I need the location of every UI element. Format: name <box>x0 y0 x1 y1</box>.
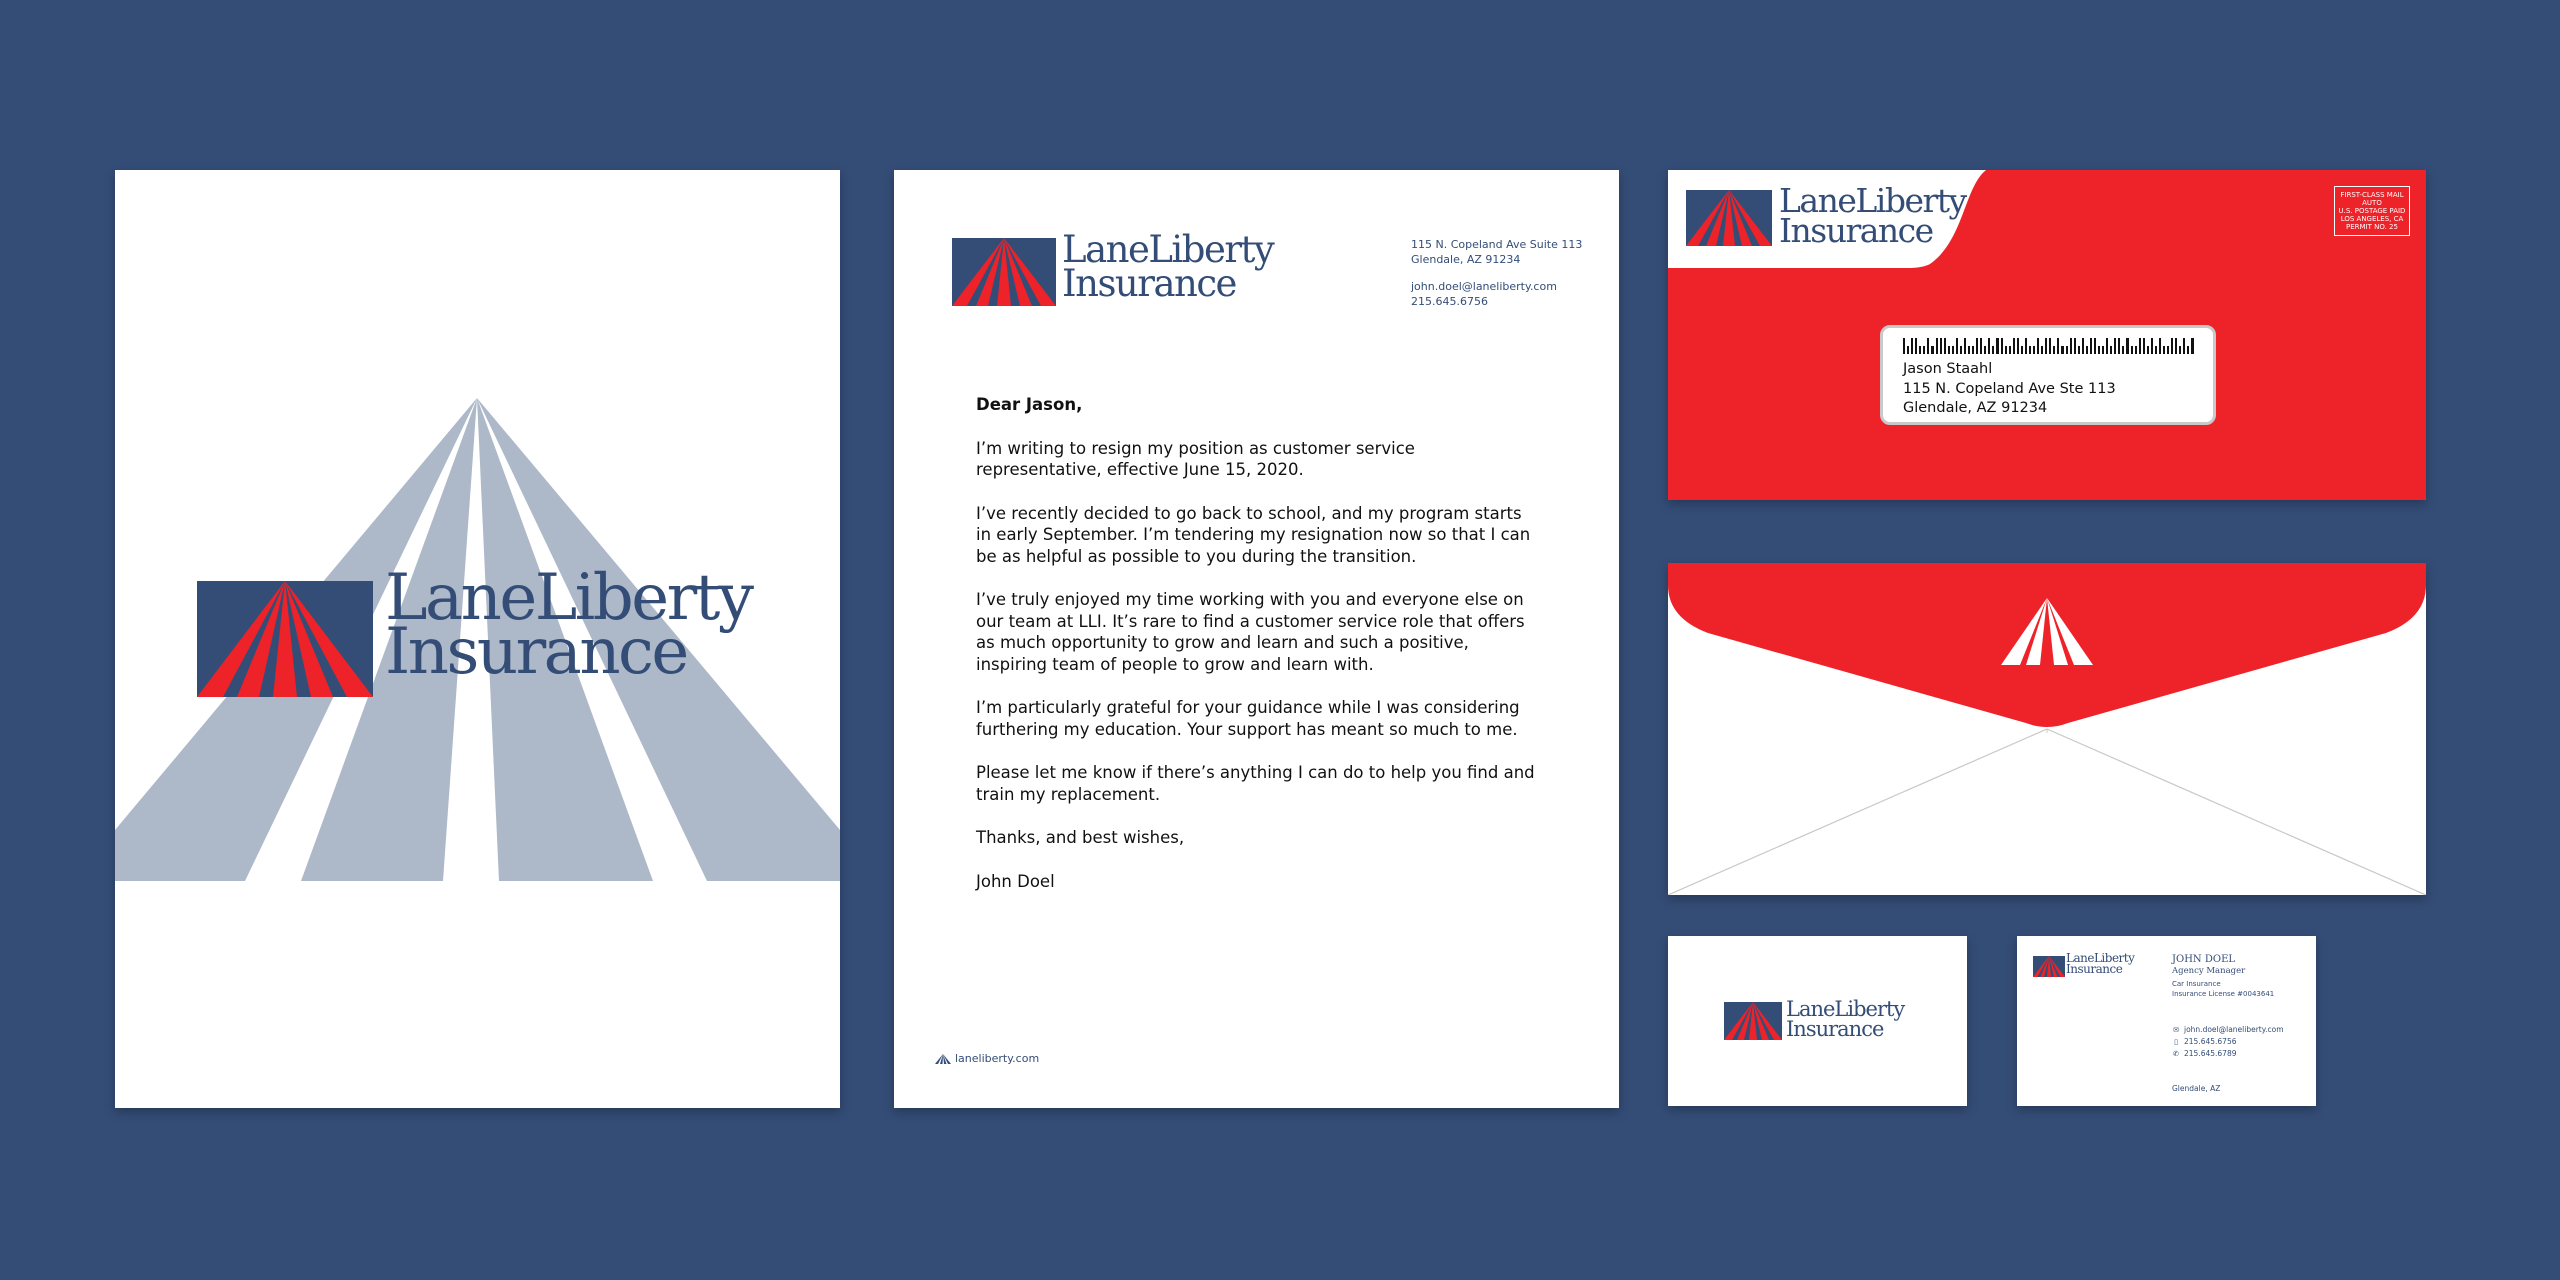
barcode-bar <box>1952 346 1954 354</box>
barcode-bar <box>2017 338 2019 354</box>
card-email: john.doel@laneliberty.com <box>2184 1025 2284 1034</box>
barcode-bar <box>1944 338 1946 354</box>
mobile-icon: ▯ <box>2174 1038 2178 1046</box>
cover-wordmark: LaneLiberty Insurance <box>385 561 752 689</box>
card-email-row <box>2172 1024 2284 1036</box>
barcode-bar <box>2049 338 2051 354</box>
barcode-bar <box>2057 338 2059 354</box>
barcode-bar <box>2167 346 2169 354</box>
barcode-bar <box>1988 338 1990 354</box>
footer-url: laneliberty.com <box>955 1052 1040 1065</box>
barcode-bar <box>2078 346 2080 354</box>
barcode-bar <box>2021 346 2023 354</box>
barcode-bar <box>2102 346 2104 354</box>
barcode-bar <box>2086 346 2088 354</box>
barcode-bar <box>2175 338 2177 354</box>
barcode-bar <box>2094 338 2096 354</box>
barcode-bar <box>2041 346 2043 354</box>
letter-closing: Thanks, and best wishes, <box>976 828 1185 847</box>
letter-body <box>976 394 1536 914</box>
barcode-bar <box>2163 346 2165 354</box>
barcode-bar <box>2191 338 2193 354</box>
barcode-bar <box>2179 346 2181 354</box>
barcode-bar <box>2114 338 2116 354</box>
barcode-bar <box>1903 338 1905 354</box>
barcode-bar <box>2183 338 2185 354</box>
business-card-front <box>1668 936 1967 1106</box>
envelope-flap <box>1668 563 2426 895</box>
barcode-bar <box>2013 338 2015 354</box>
barcode-bar <box>2001 338 2003 354</box>
card-wordmark: LaneLiberty Insurance <box>1786 997 1905 1041</box>
barcode-bar <box>1927 338 1929 354</box>
envelope-icon: ✉ <box>2173 1026 2179 1034</box>
barcode-bar <box>2151 338 2153 354</box>
barcode-bar <box>2155 346 2157 354</box>
letterhead-wordmark: LaneLiberty Insurance <box>1062 228 1274 305</box>
barcode-bar <box>2147 346 2149 354</box>
card-city: Glendale, AZ <box>2172 1084 2221 1093</box>
letter-paragraph: I’m writing to resign my position as customer service representative, effective June 15, 2020. <box>976 438 1415 479</box>
card-phone2-row <box>2172 1048 2284 1060</box>
barcode-bar <box>2037 338 2039 354</box>
barcode-bar <box>2053 346 2055 354</box>
barcode-bar <box>1907 346 1909 354</box>
barcode-bar <box>1911 338 1913 354</box>
barcode-bar <box>1964 338 1966 354</box>
letter-signature: John Doel <box>976 871 1055 891</box>
barcode-bar <box>1956 338 1958 354</box>
barcode-bar <box>1976 338 1978 354</box>
barcode-bar <box>2009 346 2011 354</box>
barcode-bar <box>1936 338 1938 354</box>
barcode-bar <box>2033 346 2035 354</box>
card-contacts <box>2172 1024 2284 1060</box>
barcode-bar <box>1980 338 1982 354</box>
barcode-bar <box>1972 346 1974 354</box>
barcode-bar <box>2143 338 2145 354</box>
barcode-bar <box>2135 346 2137 354</box>
letter-paragraph: I’ve truly enjoyed my time working with you and everyone else on our team at LLI. It’s rare to find a customer service role that offers as much opportunity to grow and learn and such a positive, inspiring team of people to grow and learn with. <box>976 590 1525 674</box>
business-card-back <box>2017 936 2316 1106</box>
barcode-bar <box>1992 346 1994 354</box>
barcode-bar <box>2066 346 2068 354</box>
barcode-bar <box>2122 346 2124 354</box>
barcode-bar <box>1960 346 1962 354</box>
barcode-bar <box>1996 338 1998 354</box>
barcode-bar <box>1915 338 1917 354</box>
recipient-name: Jason Staahl <box>1903 361 1993 377</box>
barcode-bar <box>2061 346 2063 354</box>
letter-paragraph: I’m particularly grateful for your guidance while I was considering furthering my education. Your support has meant so much to me. <box>976 698 1520 739</box>
letterhead-address-line2: Glendale, AZ 91234 <box>1411 252 1521 266</box>
letter-paragraph: I’ve recently decided to go back to school, and my program starts in early September. I’m tendering my resignation now so that I can be as helpful as possible to you during the transition. <box>976 503 1531 566</box>
brand-mark-icon <box>1686 190 1772 246</box>
card-line1: Car Insurance <box>2172 980 2221 988</box>
card-name: JOHN DOEL <box>2172 954 2236 965</box>
barcode-bar <box>2131 346 2133 354</box>
postage-indicia: FIRST-CLASS MAIL AUTO U.S. POSTAGE PAID LOS ANGELES, CA PERMIT NO. 25 <box>2334 186 2410 236</box>
card-line2: Insurance License #0043641 <box>2172 990 2275 998</box>
brand-mark-icon <box>2033 956 2065 977</box>
letterhead-address-line1: 115 N. Copeland Ave Suite 113 <box>1411 238 1583 251</box>
barcode-bar <box>2110 346 2112 354</box>
barcode-bar <box>2045 338 2047 354</box>
letter-salutation: Dear Jason, <box>976 395 1083 414</box>
barcode-bar <box>1984 346 1986 354</box>
barcode-bar <box>2025 338 2027 354</box>
barcode-bar <box>2029 346 2031 354</box>
barcode-bar <box>2098 346 2100 354</box>
address-window <box>1880 325 2216 425</box>
envelope-front <box>1668 170 2426 500</box>
barcode-bar <box>2082 338 2084 354</box>
letterhead-phone: 215.645.6756 <box>1411 294 1488 308</box>
barcode-bar <box>2187 346 2189 354</box>
barcode-bar <box>1919 346 1921 354</box>
card-person-info <box>2172 954 2274 999</box>
card-phone1-row <box>2172 1036 2284 1048</box>
barcode-bar <box>2139 338 2141 354</box>
card-phone1: 215.645.6756 <box>2184 1037 2237 1046</box>
cover-sheet <box>115 170 840 1108</box>
letterhead-contact <box>1411 238 1582 309</box>
letter-footer <box>935 1052 1039 1065</box>
envelope-wordmark: LaneLiberty Insurance <box>1779 181 1966 250</box>
barcode-bar <box>1923 346 1925 354</box>
brand-mark-icon <box>952 238 1056 306</box>
barcode-bar <box>2005 346 2007 354</box>
barcode-bar <box>2126 338 2128 354</box>
letterhead-email: john.doel@laneliberty.com <box>1411 280 1557 293</box>
card-phone2: 215.645.6789 <box>2184 1049 2237 1058</box>
barcode-bar <box>1948 346 1950 354</box>
barcode-bar <box>2118 338 2120 354</box>
barcode-bar <box>1940 338 1942 354</box>
recipient-street: 115 N. Copeland Ave Ste 113 <box>1903 380 2116 397</box>
recipient-city: Glendale, AZ 91234 <box>1903 400 2048 416</box>
barcode-bar <box>1931 346 1933 354</box>
phone-icon: ✆ <box>2173 1050 2179 1058</box>
barcode-bar <box>1968 346 1970 354</box>
envelope-back <box>1668 563 2426 895</box>
letter-paragraph: Please let me know if there’s anything I can do to help you find and train my replacement. <box>976 763 1535 804</box>
brand-mark-icon <box>197 581 373 697</box>
barcode-bar <box>2159 338 2161 354</box>
barcode-bar <box>2106 338 2108 354</box>
barcode-bar <box>2171 338 2173 354</box>
letter-sheet <box>894 170 1619 1108</box>
barcode-bar <box>2090 338 2092 354</box>
brand-mark-icon <box>1724 1002 1782 1040</box>
card-title: Agency Manager <box>2172 966 2246 976</box>
postal-barcode <box>1903 338 2193 354</box>
card-back-wordmark: LaneLiberty Insurance <box>2066 951 2135 976</box>
barcode-bar <box>2070 338 2072 354</box>
barcode-bar <box>2074 338 2076 354</box>
mini-rays-icon <box>935 1054 951 1064</box>
